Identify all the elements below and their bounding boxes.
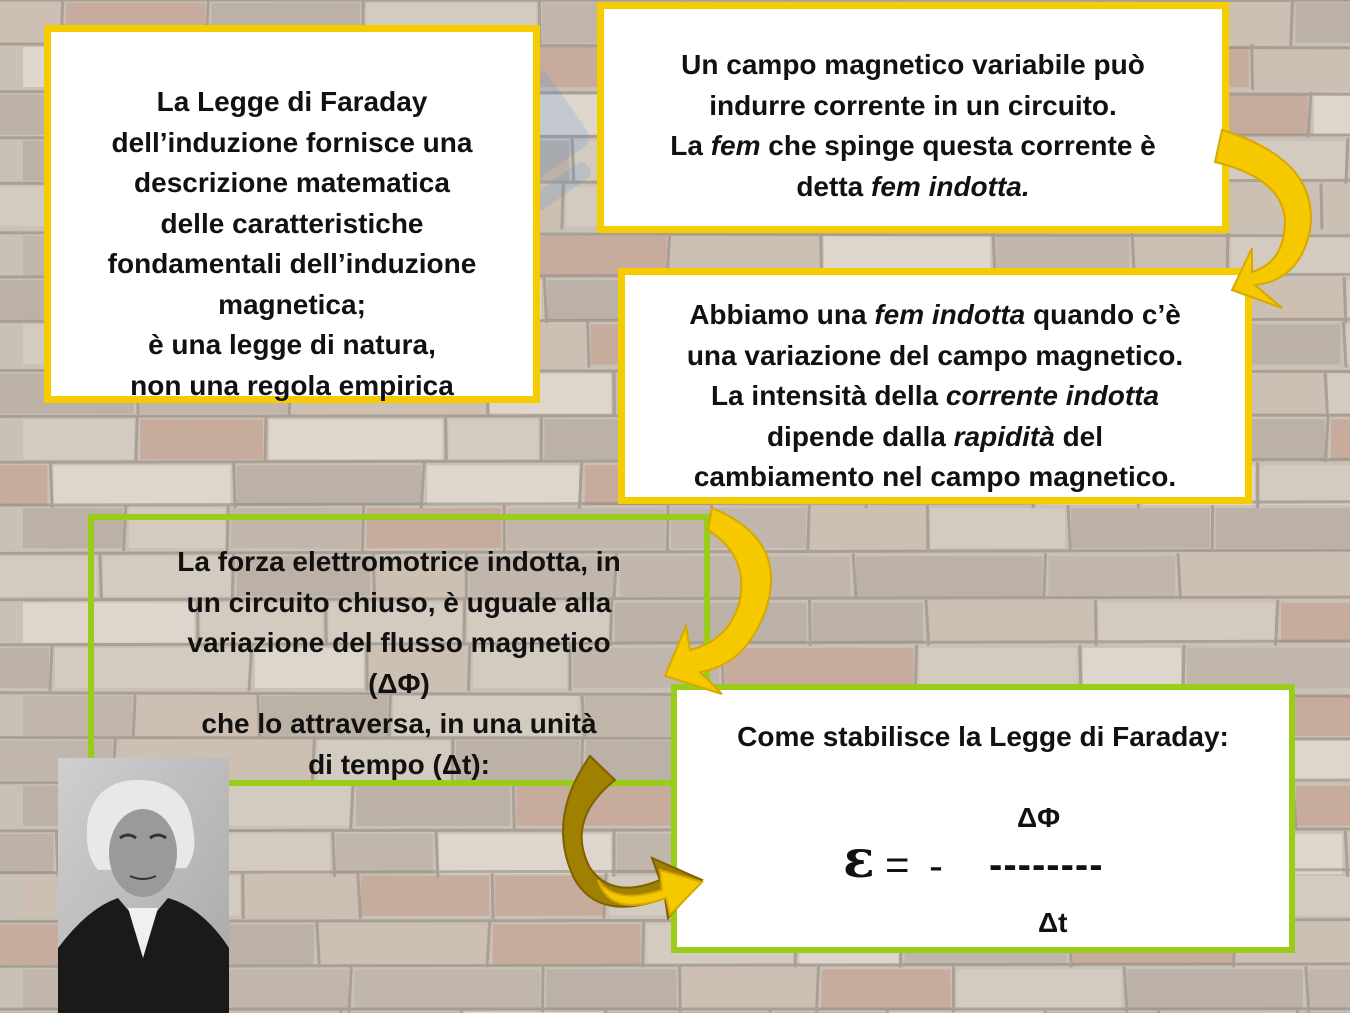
box1-line: è una legge di natura,	[148, 329, 436, 360]
faraday-law-description-box	[44, 25, 540, 403]
box4-line: La forza elettromotrice indotta, in	[177, 546, 621, 577]
box1-line: descrizione matematica	[134, 167, 450, 198]
faraday-formula-box	[671, 684, 1295, 953]
box1-line: magnetica;	[218, 288, 366, 320]
induced-fem-box	[618, 268, 1252, 504]
formula-fraction-bar: --------	[989, 843, 1104, 887]
box1-line: fondamentali dell’induzione	[107, 248, 477, 279]
box3-line: Abbiamo una fem indotta quando c’è	[689, 299, 1181, 330]
box1-line: dell’induzione fornisce una	[111, 126, 473, 158]
formula-epsilon: ε	[843, 829, 875, 890]
box2-line: detta fem indotta.	[796, 170, 1030, 202]
formula-numerator: ΔΦ	[1017, 802, 1061, 833]
box1-line: delle caratteristiche	[160, 207, 424, 239]
box1-line: non una regola empirica	[130, 369, 454, 401]
formula-denominator: Δt	[1038, 907, 1068, 938]
box2-line: La fem che spinge questa corrente è	[670, 130, 1156, 161]
box2-line: indurre corrente in un circuito.	[709, 89, 1117, 121]
box2-line: Un campo magnetico variabile può	[681, 49, 1145, 80]
formula-title: Come stabilisce la Legge di Faraday:	[737, 721, 1229, 752]
formula-equals: =	[885, 841, 910, 888]
box1-line: La Legge di Faraday	[156, 86, 428, 117]
box3-line: cambiamento nel campo magnetico.	[693, 461, 1177, 492]
box4-line: (ΔΦ)	[368, 667, 430, 699]
box4-line: che lo attraversa, in una unità	[201, 708, 597, 739]
formula-minus: -	[929, 842, 943, 889]
box4-line: di tempo (Δt):	[308, 748, 490, 780]
portrait-image	[58, 758, 229, 1013]
box3-line: La intensità della corrente indotta	[710, 380, 1160, 411]
box3-line: dipende dalla rapidità del	[766, 420, 1104, 452]
box3-line: una variazione del campo magnetico.	[686, 339, 1184, 371]
variable-field-box	[597, 2, 1229, 233]
box4-line: un circuito chiuso, è uguale alla	[186, 586, 612, 618]
emf-definition-box	[88, 514, 710, 786]
box4-line: variazione del flusso magnetico	[187, 627, 611, 658]
